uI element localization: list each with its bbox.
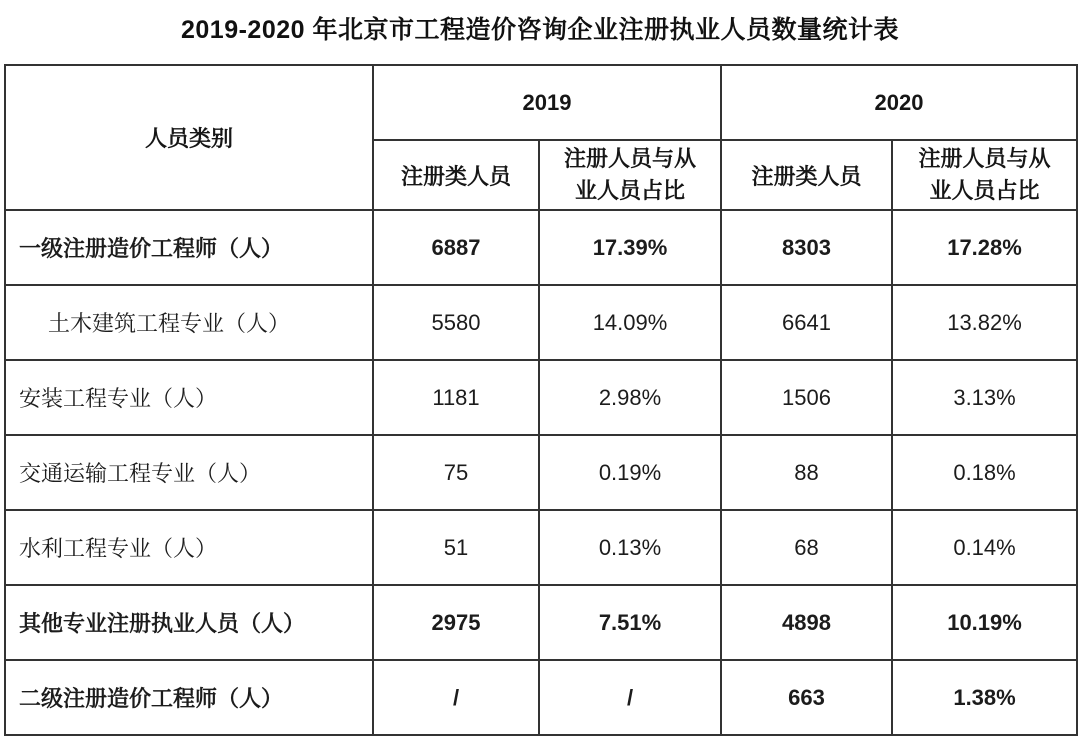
value-cell: 0.19% xyxy=(539,435,721,510)
header-year-2019: 2019 xyxy=(373,65,721,140)
value-cell: 88 xyxy=(721,435,892,510)
row-label: 一级注册造价工程师（人） xyxy=(5,210,373,285)
table-body xyxy=(5,210,1077,735)
value-cell: 6887 xyxy=(373,210,539,285)
table-row xyxy=(5,285,1077,360)
value-cell: 4898 xyxy=(721,585,892,660)
row-label: 安装工程专业（人） xyxy=(5,360,373,435)
value-cell: 0.13% xyxy=(539,510,721,585)
header-ratio-2020-label: 注册人员与从业人员占比 xyxy=(918,146,1051,203)
value-cell: 8303 xyxy=(721,210,892,285)
value-cell: 1.38% xyxy=(892,660,1077,735)
value-cell: 75 xyxy=(373,435,539,510)
table-row xyxy=(5,510,1077,585)
value-cell: 1181 xyxy=(373,360,539,435)
value-cell: 17.39% xyxy=(539,210,721,285)
value-cell: 1506 xyxy=(721,360,892,435)
value-cell: 663 xyxy=(721,660,892,735)
value-cell: 10.19% xyxy=(892,585,1077,660)
header-registered-2019: 注册类人员 xyxy=(373,140,539,210)
table-row xyxy=(5,660,1077,735)
value-cell: 17.28% xyxy=(892,210,1077,285)
value-cell: / xyxy=(373,660,539,735)
value-cell: 2.98% xyxy=(539,360,721,435)
value-cell: / xyxy=(539,660,721,735)
page-title: 2019-2020 年北京市工程造价咨询企业注册执业人员数量统计表 xyxy=(180,16,899,44)
table-row xyxy=(5,210,1077,285)
value-cell: 7.51% xyxy=(539,585,721,660)
row-label: 交通运输工程专业（人） xyxy=(5,435,373,510)
value-cell: 14.09% xyxy=(539,285,721,360)
row-label: 其他专业注册执业人员（人） xyxy=(5,585,373,660)
value-cell: 13.82% xyxy=(892,285,1077,360)
row-label: 二级注册造价工程师（人） xyxy=(5,660,373,735)
header-ratio-2020 xyxy=(892,140,1077,210)
value-cell: 0.18% xyxy=(892,435,1077,510)
value-cell: 6641 xyxy=(721,285,892,360)
table-row xyxy=(5,360,1077,435)
table-row xyxy=(5,585,1077,660)
row-label: 土木建筑工程专业（人） xyxy=(5,285,373,360)
header-year-2020: 2020 xyxy=(721,65,1077,140)
value-cell: 0.14% xyxy=(892,510,1077,585)
header-ratio-2019-label: 注册人员与从业人员占比 xyxy=(563,146,696,203)
row-label: 水利工程专业（人） xyxy=(5,510,373,585)
table-header xyxy=(5,65,1077,210)
table-row xyxy=(5,435,1077,510)
value-cell: 5580 xyxy=(373,285,539,360)
value-cell: 51 xyxy=(373,510,539,585)
header-year-row xyxy=(5,65,1077,140)
value-cell: 2975 xyxy=(373,585,539,660)
statistics-table xyxy=(4,64,1078,736)
header-registered-2020: 注册类人员 xyxy=(721,140,892,210)
header-ratio-2019 xyxy=(539,140,721,210)
value-cell: 68 xyxy=(721,510,892,585)
header-category: 人员类别 xyxy=(5,65,373,210)
value-cell: 3.13% xyxy=(892,360,1077,435)
